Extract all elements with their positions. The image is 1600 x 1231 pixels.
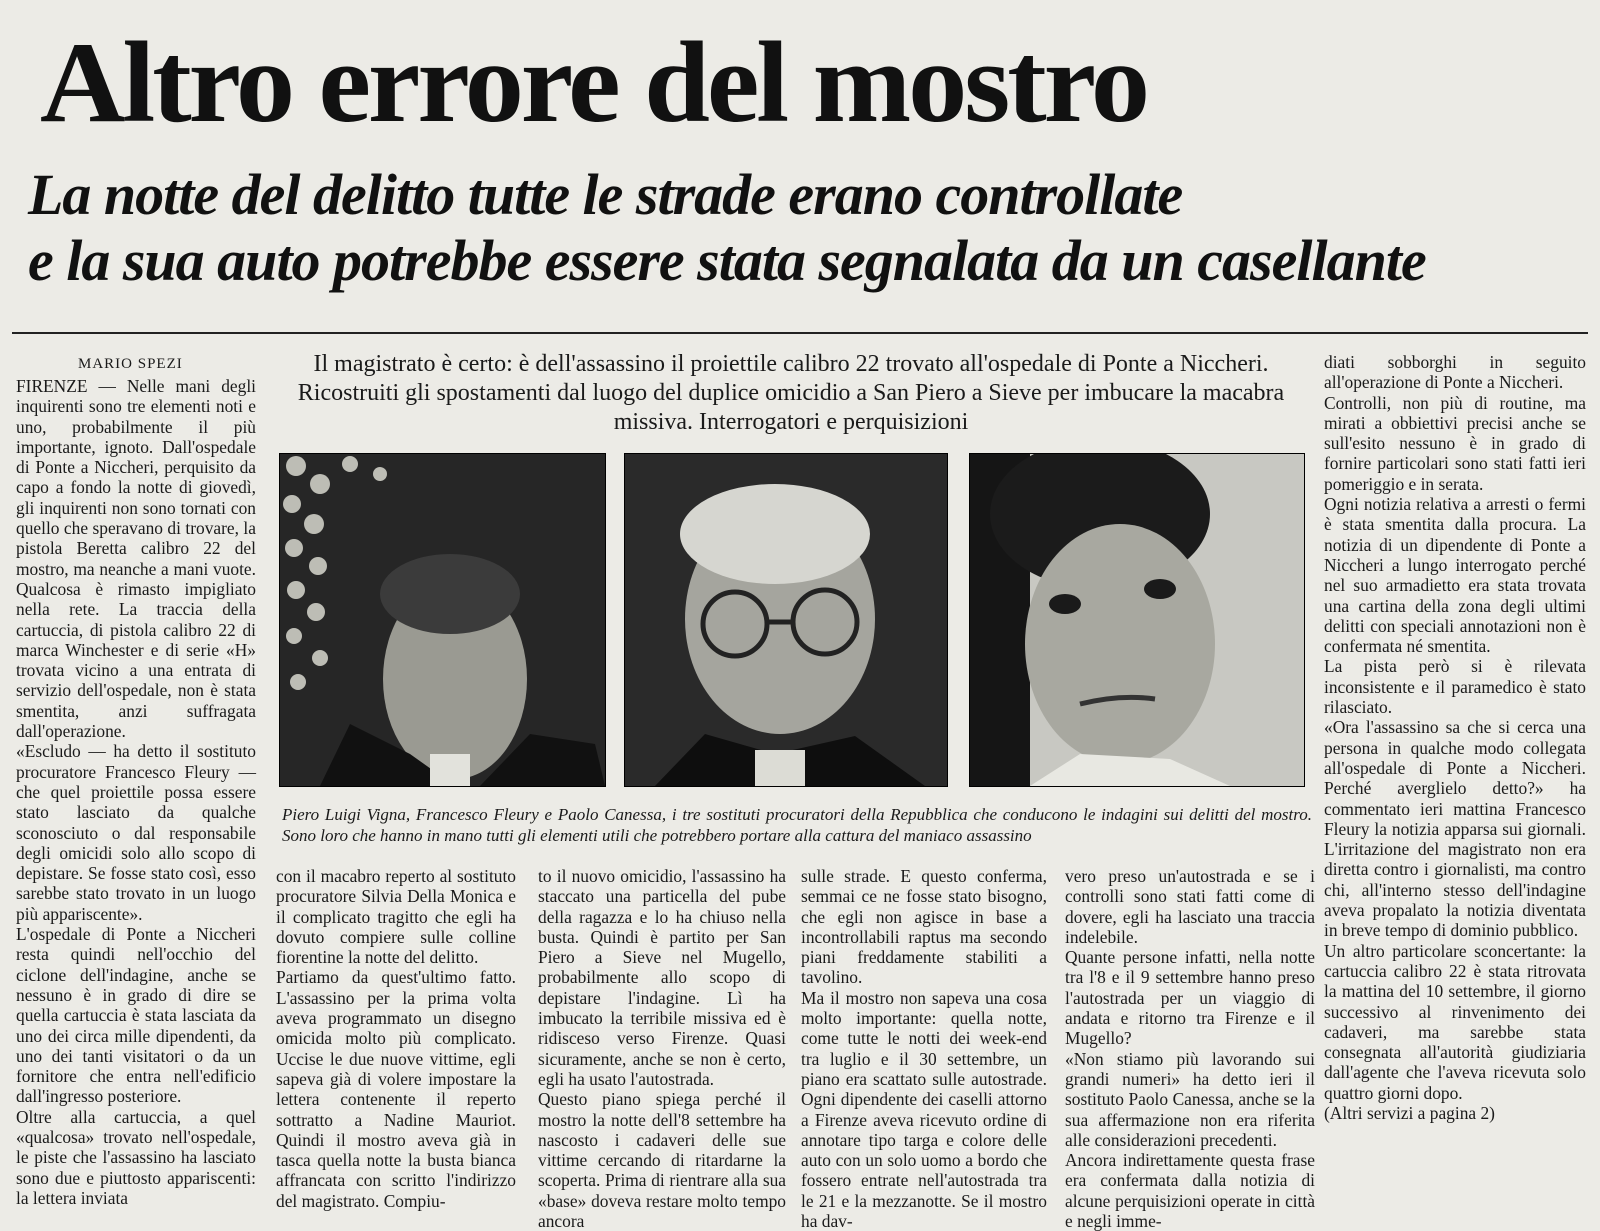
paragraph: Questo piano spiega perché il mostro la notte dell'8 settembre ha nascosto i cadaveri delle sue vittime cercando di ritardarne la scoperta. Prima di rientrare alla sua «base» doveva restare molto tempo ancora	[538, 1089, 786, 1231]
article-column-1	[16, 376, 256, 1208]
paragraph: con il macabro reperto al sostituto procuratore Silvia Della Monica e il complicato tragitto che egli ha dovuto compiere sulle colline fiorentine la notte del delitto.	[276, 866, 516, 968]
paragraph: Oltre alla cartuccia, a quel «qualcosa» trovato nell'ospedale, le piste che l'assassino ha lasciato sono due e piuttosto appariscenti: la lettera inviata	[16, 1106, 256, 1208]
deck-summary: Il magistrato è certo: è dell'assassino il proiettile calibro 22 trovato all'ospedale di Ponte a Niccheri. Ricostruiti gli spostamenti dal luogo del duplice omicidio a San Piero a Sieve per imbucare la macabra missiva. Interrogatori e perquisizioni	[297, 351, 1285, 435]
paragraph: Controlli, non più di routine, ma mirati a obbiettivi precisi anche se sull'esito nessuno è in grado di fornire particolari sono stati fatti ieri pomeriggio e in serata.	[1324, 392, 1586, 494]
photo-fleury	[624, 453, 948, 787]
paragraph: «Ora l'assassino sa che si cerca una persona in qualche modo collegata all'ospedale di Ponte a Niccheri. Perché averglielo detto?» ha commentato ieri mattina Francesco Fleury la notizia apparsa sui giornali. L'irritazione del magistrato non era diretta contro i giornalisti, ma contro chi, all'interno stesso dell'indagine aveva propalato la notizia diventata in breve tempo di dominio pubblico.	[1324, 717, 1586, 941]
paragraph: La pista però si è rilevata inconsistente e il paramedico è stato rilasciato.	[1324, 656, 1586, 718]
article-column-6	[1324, 352, 1586, 1123]
paragraph: «Non stiamo più lavorando sui grandi numeri» ha detto ieri il sostituto Paolo Canessa, anche se la sua affermazione non era riferita alle considerazioni precedenti.	[1065, 1048, 1315, 1150]
paragraph: to il nuovo omicidio, l'assassino ha staccato una particella del pube della ragazza e lo ha chiuso nella busta. Quindi è partito per San Piero a Sieve nel Mugello, probabilmente allo scopo di depistare l'indagine. Lì ha imbucato la terribile missiva ed è ridisceso verso Firenze. Quasi sicuramente, anche se non è certo, egli ha usato l'autostrada.	[538, 866, 786, 1089]
photo-vigna	[279, 453, 606, 787]
paragraph: Quante persone infatti, nella notte tra l'8 e il 9 settembre hanno preso l'autostrada per un viaggio di andata e ritorno tra Firenze e il Mugello?	[1065, 947, 1315, 1049]
paragraph: Ancora indirettamente questa frase era confermata dalla notizia di alcune perquisizioni operate in città e negli imme-	[1065, 1150, 1315, 1231]
headline-rule	[12, 332, 1588, 334]
paragraph: (Altri servizi a pagina 2)	[1324, 1102, 1495, 1123]
article-column-4	[801, 866, 1047, 1231]
paragraph: Partiamo da quest'ultimo fatto. L'assassino per la prima volta aveva programmato un disegno omicida molto più complicato. Uccise le due nuove vittime, egli sapeva già di volere impostare la lettera contenente il reperto sottratto a Nadine Mauriot. Quindi il mostro aveva già in tasca quella notte la busta bianca affrancata con scritto l'indirizzo del magistrato. Compiu-	[276, 967, 516, 1211]
paragraph: diati sobborghi in seguito all'operazione di Ponte a Niccheri.	[1324, 352, 1586, 393]
byline: MARIO SPEZI	[78, 356, 183, 372]
subheadline-line-2: e la sua auto potrebbe essere stata segnalata da un casellante	[28, 228, 1426, 293]
paragraph: FIRENZE — Nelle mani degli inquirenti sono tre elementi noti e uno, probabilmente il più importante, ignoto. Dall'ospedale di Ponte a Niccheri, perquisito da capo a fondo la notte di giovedì, gli inquirenti non sono tornati con quello che speravano di trovare, la pistola Beretta calibro 22 del mostro, ma neanche a mani vuote. Qualcosa è rimasto impigliato nella rete. La traccia della cartuccia, di pistola calibro 22 di marca Winchester e di serie «H» trovata vicino a una entrata di servizio dell'ospedale, non è stata smentita, anzi suffragata dall'operazione.	[16, 376, 256, 742]
photo-caption: Piero Luigi Vigna, Francesco Fleury e Paolo Canessa, i tre sostituti procuratori della Repubblica che conducono le indagini sui delitti del mostro. Sono loro che hanno in mano tutti gli elementi utili che potrebbero portare alla cattura del maniaco assassino	[282, 805, 1312, 845]
headline: Altro errore del mostro	[40, 19, 1147, 147]
photo-canessa	[969, 453, 1305, 787]
paragraph: vero preso un'autostrada e se i controlli sono stati fatti come di dovere, egli ha lasciato una traccia indelebile.	[1065, 866, 1315, 947]
subheadline-line-1: La notte del delitto tutte le strade erano controllate	[28, 162, 1183, 227]
article-column-2	[276, 866, 516, 1211]
paragraph: Un altro particolare sconcertante: la cartuccia calibro 22 è stata ritrovata la mattina del 10 settembre, il giorno successivo al rinvenimento dei cadaveri, ma sarebbe stata consegnata all'autorità giudiziaria dall'agente che l'aveva ricevuta solo quattro giorni dopo.	[1324, 940, 1586, 1103]
paragraph: Ma il mostro non sapeva una cosa molto importante: quella notte, come tutte le notti dei week-end tra luglio e il 30 settembre, un piano era scattato sulle autostrade. Ogni dipendente dei caselli attorno a Firenze aveva ricevuto ordine di annotare tipo targa e colore delle auto con un solo uomo a bordo che fossero entrate nell'autostrada tra le 21 e la mezzanotte. Se il mostro ha dav-	[801, 987, 1047, 1231]
paragraph: «Escludo — ha detto il sostituto procuratore Francesco Fleury — che quel proiettile possa essere stato lasciato da qualche sconosciuto o dal responsabile degli omicidi solo allo scopo di depistare. Se fosse stato così, esso sarebbe stato trovato in un luogo più appariscente».	[16, 741, 256, 924]
paragraph: sulle strade. E questo conferma, semmai ce ne fosse stato bisogno, che egli non agisce in base a incontrollabili raptus ma secondo piani freddamente stabiliti a tavolino.	[801, 866, 1047, 988]
article-column-5	[1065, 866, 1315, 1231]
article-column-3	[538, 866, 786, 1231]
paragraph: L'ospedale di Ponte a Niccheri resta quindi nell'occhio del ciclone dell'indagine, anche se nessuno è in grado di dire se quella cartuccia è stata lasciata da uno dei circa mille dipendenti, da uno dei tanti visitatori o da un fornitore che entra nell'edificio dall'ingresso posteriore.	[16, 924, 256, 1107]
paragraph: Ogni notizia relativa a arresti o fermi è stata smentita dalla procura. La notizia di un dipendente di Ponte a Niccheri a lungo interrogato perché nel suo armadietto era stata trovata una cartina della zona degli ultimi delitti con speciali annotazioni non è confermata né smentita.	[1324, 494, 1586, 657]
